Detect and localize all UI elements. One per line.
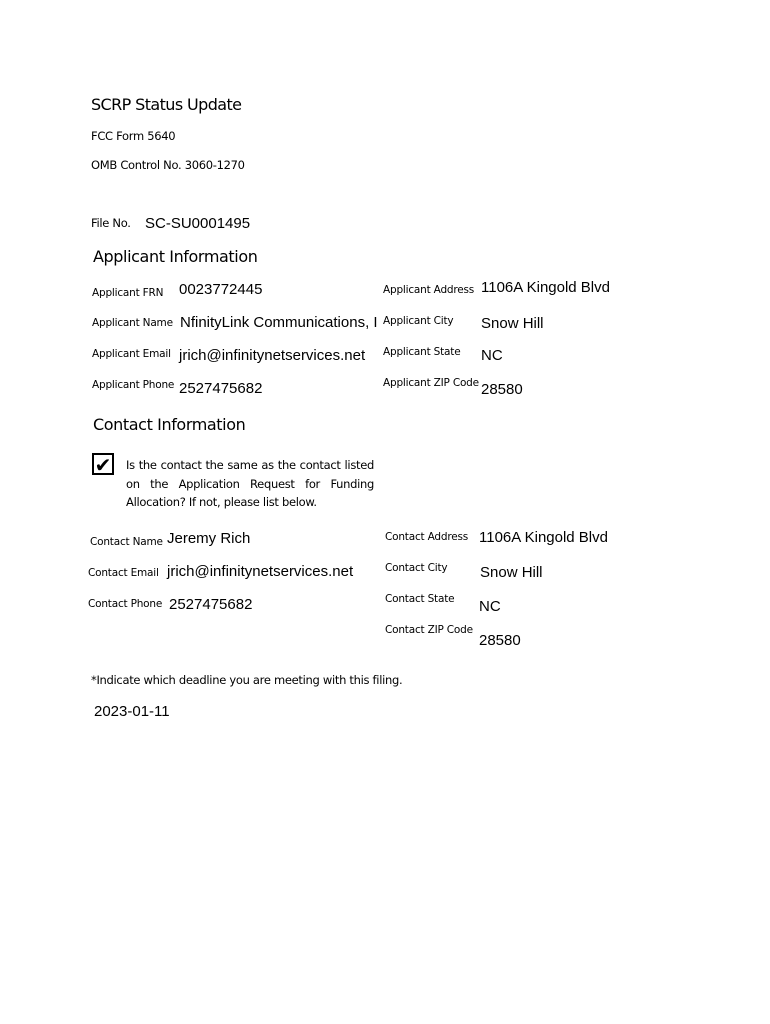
contact-address-field[interactable]: 1106A Kingold Blvd: [479, 529, 608, 546]
deadline-value[interactable]: 2023-01-11: [94, 703, 170, 720]
applicant-name-label: Applicant Name: [92, 317, 173, 329]
contact-city-field[interactable]: Snow Hill: [480, 564, 543, 581]
contact-address-label: Contact Address: [385, 531, 469, 543]
applicant-frn-label: Applicant FRN: [92, 287, 164, 299]
applicant-address-field[interactable]: 1106A Kingold Blvd: [481, 279, 610, 296]
contact-state-label: Contact State: [385, 593, 455, 605]
applicant-address-label: Applicant Address: [383, 284, 475, 296]
applicant-state-field[interactable]: NC: [481, 347, 503, 364]
applicant-state-label: Applicant State: [383, 346, 461, 358]
form-number: FCC Form 5640: [91, 129, 176, 143]
file-number-label: File No.: [91, 216, 131, 230]
applicant-phone-label: Applicant Phone: [92, 379, 175, 391]
contact-phone-label: Contact Phone: [88, 598, 163, 610]
same-contact-question: Is the contact the same as the contact listed on the Application Request for Funding Allocation? If not, please list below.: [126, 458, 374, 509]
applicant-section-heading: Applicant Information: [93, 247, 258, 266]
contact-zip-label: Contact ZIP Code: [385, 624, 473, 636]
contact-email-field[interactable]: jrich@infinitynetservices.net: [167, 563, 354, 580]
file-number-value: SC-SU0001495: [145, 215, 251, 232]
applicant-city-field[interactable]: Snow Hill: [481, 315, 544, 332]
deadline-instruction: *Indicate which deadline you are meeting with this filing.: [91, 673, 403, 687]
checkmark-icon: ✔: [94, 453, 112, 477]
contact-name-label: Contact Name: [90, 536, 163, 548]
applicant-email-label: Applicant Email: [92, 348, 171, 360]
contact-email-label: Contact Email: [88, 567, 159, 579]
applicant-name-field[interactable]: NfinityLink Communications, I: [180, 315, 378, 330]
applicant-zip-label: Applicant ZIP Code: [383, 377, 479, 389]
contact-state-field[interactable]: NC: [479, 598, 501, 615]
applicant-email-field[interactable]: jrich@infinitynetservices.net: [179, 347, 366, 364]
page-title: SCRP Status Update: [91, 95, 242, 114]
contact-phone-field[interactable]: 2527475682: [169, 596, 253, 613]
contact-zip-field[interactable]: 28580: [479, 632, 521, 649]
contact-city-label: Contact City: [385, 562, 448, 574]
applicant-city-label: Applicant City: [383, 315, 454, 327]
contact-section-heading: Contact Information: [93, 415, 246, 434]
applicant-zip-field[interactable]: 28580: [481, 381, 523, 398]
applicant-phone-field[interactable]: 2527475682: [179, 380, 263, 397]
omb-control-number: OMB Control No. 3060-1270: [91, 158, 245, 172]
contact-name-field[interactable]: Jeremy Rich: [167, 530, 251, 547]
applicant-frn-field[interactable]: 0023772445: [179, 281, 263, 298]
same-contact-checkbox[interactable]: [92, 453, 114, 475]
